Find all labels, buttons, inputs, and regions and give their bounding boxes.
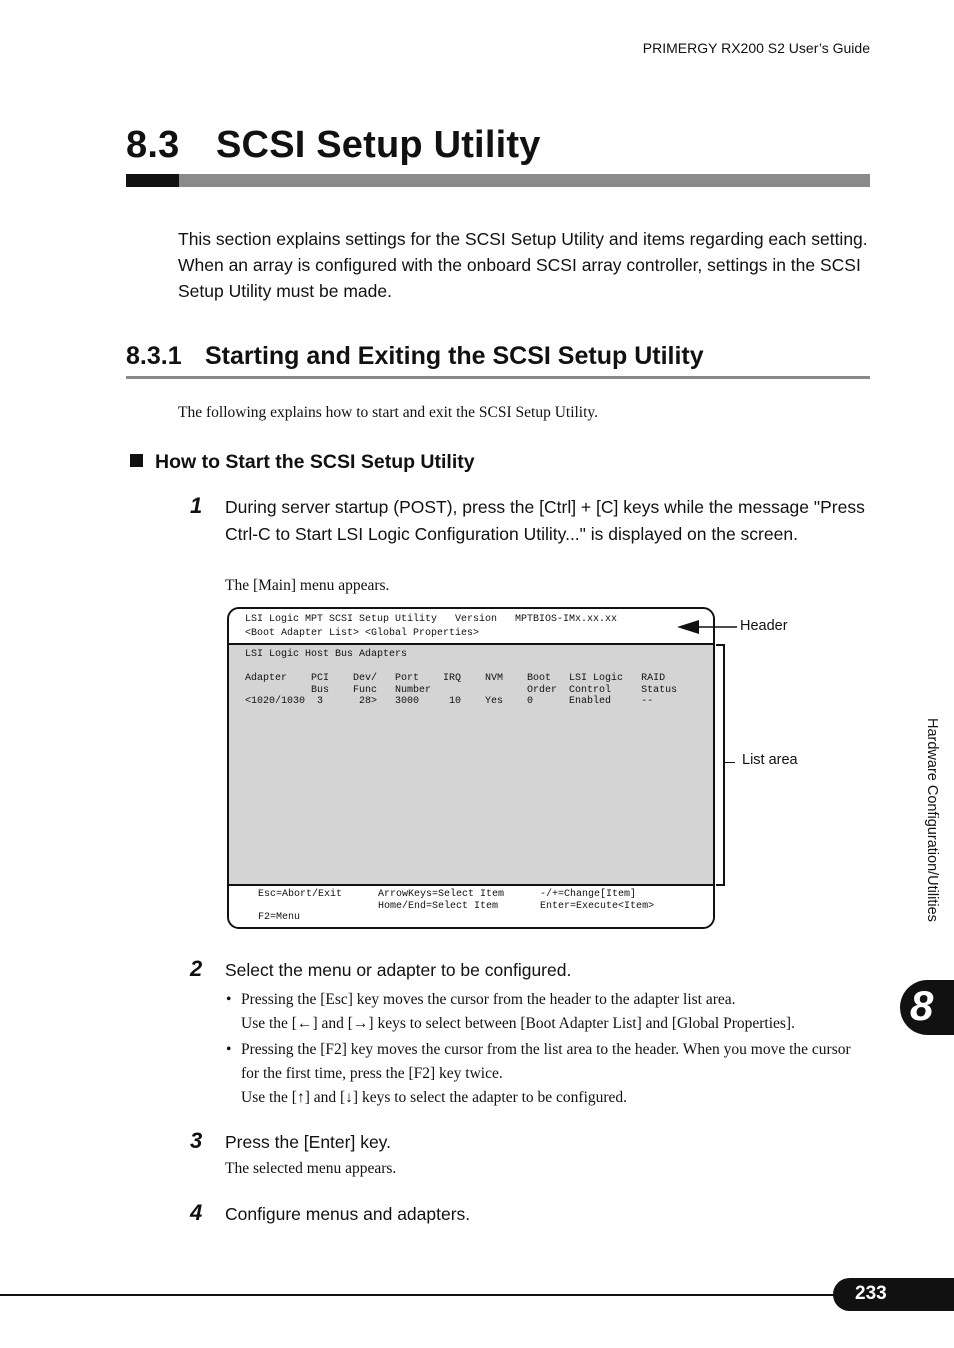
header-callout-label: Header (740, 618, 788, 634)
list-area-callout-line (725, 762, 735, 763)
section-heading-bar-accent (126, 174, 179, 187)
screen-header-area (229, 609, 713, 645)
step-number-3: 3 (190, 1128, 203, 1153)
page-number: 233 (855, 1283, 887, 1304)
bullet-item (226, 988, 866, 1036)
chapter-tab (900, 980, 954, 1035)
footer-line-1: Esc=Abort/Exit ArrowKeys=Select Item -/+=Change[Item] (258, 889, 637, 900)
screen-footer-area (229, 886, 713, 927)
footer-line-2: Home/End=Select Item Enter=Execute<Item> (258, 901, 655, 912)
step-number-1: 1 (190, 493, 203, 518)
list-area-callout-label: List area (742, 752, 798, 768)
bullet-line: Pressing the [F2] key moves the cursor from the list area to the header. When you move the cursor for the first time, press the [F2] key twice. (241, 1041, 851, 1082)
section-intro: This section explains settings for the SCSI Setup Utility and items regarding each setting. When an array is configured with the onboard SCSI array controller, settings in the SCSI Setup Utility must be made. (178, 229, 868, 301)
bullet-line: Pressing the [Esc] key moves the cursor from the header to the adapter list area. (241, 991, 736, 1008)
subsection-title: Starting and Exiting the SCSI Setup Utility (205, 342, 704, 370)
header-callout-arrow-icon (677, 619, 739, 635)
running-header: PRIMERGY RX200 S2 User’s Guide (642, 40, 870, 56)
square-bullet-icon (130, 454, 143, 467)
chapter-number: 8 (910, 982, 934, 1029)
chapter-sidebar-text: Hardware Configuration/Utilities (924, 718, 940, 922)
screen-header-line-1: LSI Logic MPT SCSI Setup Utility Version MPTBIOS-IMx.xx.xx (245, 614, 618, 625)
subsection-number: 8.3.1 (126, 342, 182, 370)
bullet-dot-icon: • (226, 1041, 232, 1058)
subsection-intro: The following explains how to start and exit the SCSI Setup Utility. (178, 404, 599, 421)
section-heading-bar (126, 174, 870, 187)
section-number: 8.3 (126, 124, 180, 166)
footer-rule (0, 1294, 840, 1296)
procedure-heading-text: How to Start the SCSI Setup Utility (155, 451, 475, 473)
step-2-bullets (226, 988, 866, 1112)
step-number-4: 4 (190, 1200, 203, 1225)
subsection-rule (126, 376, 870, 379)
step-text-1: During server startup (POST), press the [Ctrl] + [C] keys while the message "Press Ctrl-C to Start LSI Logic Configuration Utility..." is displayed on the screen. (225, 497, 865, 544)
subsection-heading (126, 342, 704, 371)
list-column-headers-2: Bus Func Number Order Control Status (245, 685, 678, 696)
bullet-line: Use the [↑] and [↓] keys to select the adapter to be configured. (241, 1089, 628, 1106)
procedure-heading (130, 451, 475, 474)
page-number-tab (833, 1278, 954, 1311)
step-text-4: Configure menus and adapters. (225, 1204, 471, 1224)
bullet-item (226, 1038, 866, 1110)
chapter-sidebar-label (918, 718, 942, 958)
setup-utility-screen (227, 607, 715, 929)
screen-list-area (229, 645, 713, 886)
step-note-1: The [Main] menu appears. (225, 577, 390, 594)
footer-line-3: F2=Menu (258, 912, 301, 923)
section-heading (126, 124, 541, 167)
list-title: LSI Logic Host Bus Adapters (245, 649, 408, 660)
list-column-headers-1: Adapter PCI Dev/ Port IRQ NVM Boot LSI Logic RAID (245, 673, 666, 684)
step-text-2: Select the menu or adapter to be configured. (225, 960, 572, 980)
list-area-bracket (716, 644, 725, 886)
list-adapter-row: <1020/1030 3 28> 3000 10 Yes 0 Enabled -- (245, 696, 654, 707)
bullet-line: Use the [←] and [→] keys to select between [Boot Adapter List] and [Global Properties]. (241, 1015, 795, 1032)
section-title: SCSI Setup Utility (216, 124, 541, 166)
step-text-3: Press the [Enter] key. (225, 1132, 391, 1152)
step-note-3: The selected menu appears. (225, 1160, 397, 1177)
screen-header-line-2: <Boot Adapter List> <Global Properties> (245, 628, 480, 639)
step-number-2: 2 (190, 956, 203, 981)
bullet-dot-icon: • (226, 991, 232, 1008)
